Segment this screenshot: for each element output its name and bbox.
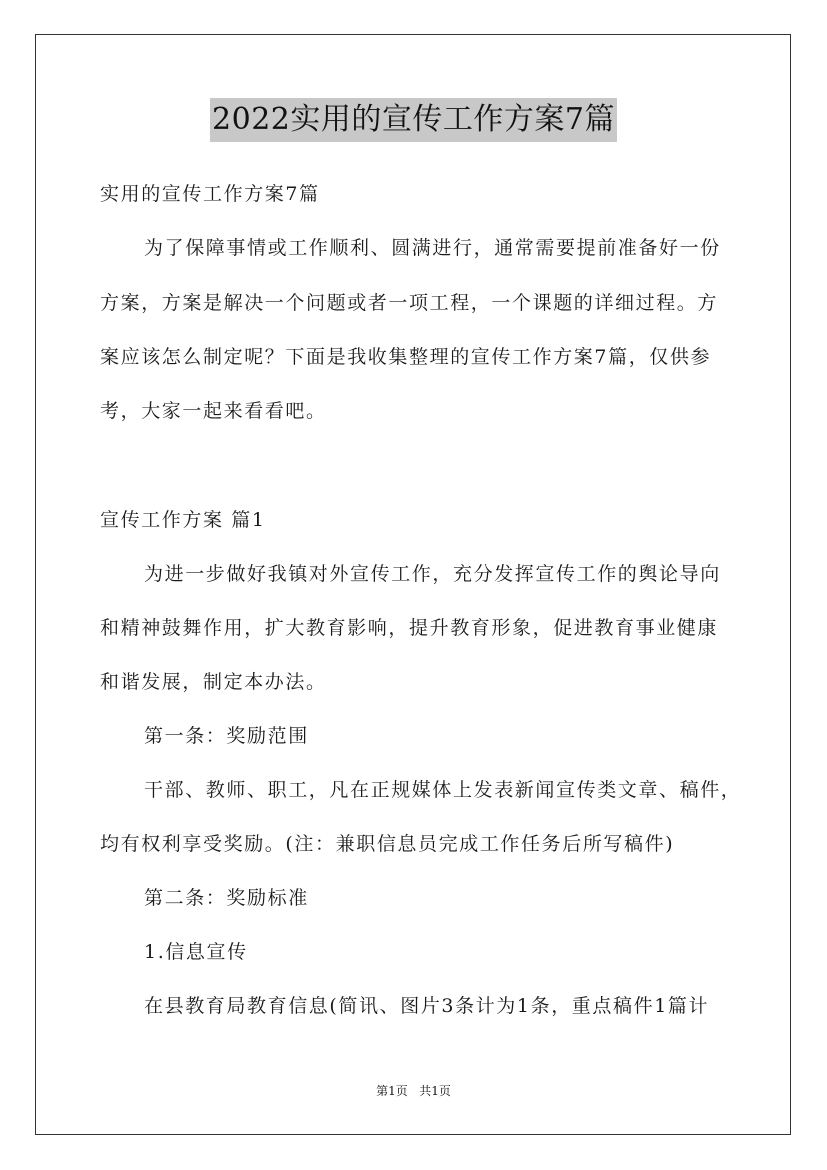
intro-line-1: 为了保障事情或工作顺利、圆满进行，通常需要提前准备好一份 xyxy=(144,237,721,259)
intro-line-4: 考，大家一起来看看吧。 xyxy=(100,400,327,422)
document-title: 2022实用的宣传工作方案7篇 xyxy=(210,98,617,142)
section1-line-2: 和精神鼓舞作用，扩大教育影响，提升教育形象，促进教育事业健康 xyxy=(100,617,719,639)
article1-line-1: 干部、教师、职工，凡在正规媒体上发表新闻宣传类文章、稿件， xyxy=(144,779,742,801)
intro-line-3: 案应该怎么制定呢？下面是我收集整理的宣传工作方案7篇，仅供参 xyxy=(100,346,712,368)
section1-line-3: 和谐发展，制定本办法。 xyxy=(100,671,327,693)
article1-heading: 第一条：奖励范围 xyxy=(144,725,309,747)
section1-heading: 宣传工作方案 篇1 xyxy=(100,509,266,531)
article1-line-2: 均有权利享受奖励。(注：兼职信息员完成工作任务后所写稿件) xyxy=(100,833,675,855)
document-subtitle: 实用的宣传工作方案7篇 xyxy=(100,183,320,205)
title-container xyxy=(0,98,827,142)
section1-line-1: 为进一步做好我镇对外宣传工作，充分发挥宣传工作的舆论导向 xyxy=(144,563,721,585)
page-footer: 第1页 共1页 xyxy=(376,1084,451,1098)
article2-heading: 第二条：奖励标准 xyxy=(144,887,309,909)
intro-line-2: 方案，方案是解决一个问题或者一项工程，一个课题的详细过程。方 xyxy=(100,292,719,314)
item1-heading: 1.信息宣传 xyxy=(144,941,248,963)
item1-line-1: 在县教育局教育信息(简讯、图片3条计为1条，重点稿件1篇计 xyxy=(144,995,710,1017)
